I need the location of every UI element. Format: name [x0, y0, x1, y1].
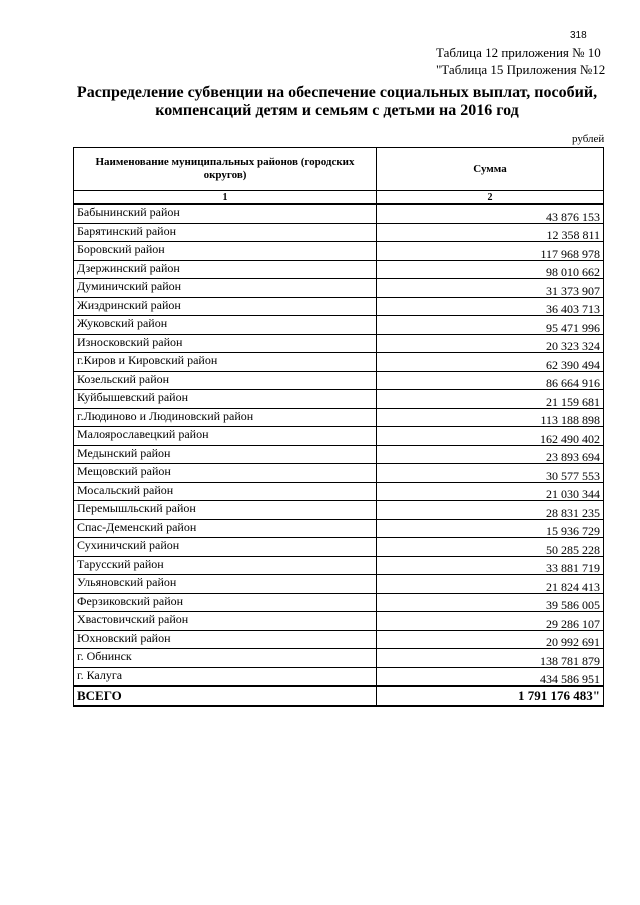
table-row — [74, 593, 604, 612]
column-header-sum: Сумма — [377, 148, 604, 191]
table-row — [74, 427, 604, 446]
table-row — [74, 316, 604, 335]
table-row — [74, 445, 604, 464]
table-row — [74, 334, 604, 353]
district-sum: 33 881 719 — [377, 556, 604, 575]
table-row — [74, 242, 604, 261]
district-name: Ульяновский район — [74, 575, 377, 594]
table-row — [74, 482, 604, 501]
district-sum: 23 893 694 — [377, 445, 604, 464]
district-name: Мосальский район — [74, 482, 377, 501]
table-row — [74, 260, 604, 279]
district-name: Тарусский район — [74, 556, 377, 575]
column-number-1: 1 — [74, 191, 377, 205]
table-row — [74, 279, 604, 298]
table-row — [74, 223, 604, 242]
total-sum: 1 791 176 483" — [377, 686, 604, 706]
district-sum: 117 968 978 — [377, 242, 604, 261]
table-row — [74, 501, 604, 520]
district-name: Износковский район — [74, 334, 377, 353]
appendix-reference-1: Таблица 12 приложения № 10 — [436, 45, 601, 60]
table-row — [74, 408, 604, 427]
district-sum: 50 285 228 — [377, 538, 604, 557]
district-name: Ферзиковский район — [74, 593, 377, 612]
table-row — [74, 667, 604, 686]
district-name: Думиничский район — [74, 279, 377, 298]
district-sum: 21 824 413 — [377, 575, 604, 594]
district-name: Барятинский район — [74, 223, 377, 242]
district-sum: 20 323 324 — [377, 334, 604, 353]
district-name: г. Калуга — [74, 667, 377, 686]
district-sum: 138 781 879 — [377, 649, 604, 668]
table-row — [74, 297, 604, 316]
district-sum: 30 577 553 — [377, 464, 604, 483]
district-name: Юхновский район — [74, 630, 377, 649]
district-sum: 39 586 005 — [377, 593, 604, 612]
district-name: Мещовский район — [74, 464, 377, 483]
district-name: Дзержинский район — [74, 260, 377, 279]
total-row — [74, 686, 604, 706]
district-name: Сухиничский район — [74, 538, 377, 557]
district-sum: 29 286 107 — [377, 612, 604, 631]
document-title — [72, 84, 602, 120]
page-number: 318 — [570, 30, 587, 41]
district-sum: 62 390 494 — [377, 353, 604, 372]
title-line-2: компенсаций детям и семьям с детьми на 2016 год — [155, 102, 519, 119]
district-sum: 43 876 153 — [377, 204, 604, 223]
district-name: Хвастовичский район — [74, 612, 377, 631]
table-header-row — [74, 148, 604, 191]
table-row — [74, 538, 604, 557]
total-label: ВСЕГО — [74, 686, 377, 706]
district-sum: 21 159 681 — [377, 390, 604, 409]
district-sum: 15 936 729 — [377, 519, 604, 538]
district-sum: 95 471 996 — [377, 316, 604, 335]
table-row — [74, 464, 604, 483]
table-row — [74, 556, 604, 575]
table-row — [74, 371, 604, 390]
table-row — [74, 353, 604, 372]
column-number-row — [74, 191, 604, 205]
district-sum: 113 188 898 — [377, 408, 604, 427]
district-sum: 20 992 691 — [377, 630, 604, 649]
units-label: рублей — [572, 133, 605, 145]
district-name: Жуковский район — [74, 316, 377, 335]
table-row — [74, 575, 604, 594]
district-name: Козельский район — [74, 371, 377, 390]
table-row — [74, 649, 604, 668]
district-sum: 98 010 662 — [377, 260, 604, 279]
table-row — [74, 630, 604, 649]
table-body — [74, 148, 604, 707]
district-name: Жиздринский район — [74, 297, 377, 316]
table-row — [74, 519, 604, 538]
district-sum: 86 664 916 — [377, 371, 604, 390]
column-number-2: 2 — [377, 191, 604, 205]
district-name: Куйбышевский район — [74, 390, 377, 409]
distribution-table — [73, 147, 604, 707]
district-sum: 31 373 907 — [377, 279, 604, 298]
title-line-1: Распределение субвенции на обеспечение социальных выплат, пособий, — [76, 84, 598, 101]
district-name: Боровский район — [74, 242, 377, 261]
column-header-name: Наименование муниципальных районов (городских округов) — [74, 148, 377, 191]
district-name: Спас-Деменский район — [74, 519, 377, 538]
district-name: Малоярославецкий район — [74, 427, 377, 446]
district-sum: 36 403 713 — [377, 297, 604, 316]
district-name: Бабынинский район — [74, 204, 377, 223]
district-sum: 28 831 235 — [377, 501, 604, 520]
table-row — [74, 390, 604, 409]
district-sum: 434 586 951 — [377, 667, 604, 686]
appendix-reference-2: "Таблица 15 Приложения №12 — [436, 62, 606, 77]
district-sum: 12 358 811 — [377, 223, 604, 242]
district-name: г.Людиново и Людиновский район — [74, 408, 377, 427]
district-name: г. Обнинск — [74, 649, 377, 668]
district-sum: 162 490 402 — [377, 427, 604, 446]
district-name: г.Киров и Кировский район — [74, 353, 377, 372]
table-row — [74, 204, 604, 223]
district-name: Перемышльский район — [74, 501, 377, 520]
district-name: Медынский район — [74, 445, 377, 464]
district-sum: 21 030 344 — [377, 482, 604, 501]
table-row — [74, 612, 604, 631]
